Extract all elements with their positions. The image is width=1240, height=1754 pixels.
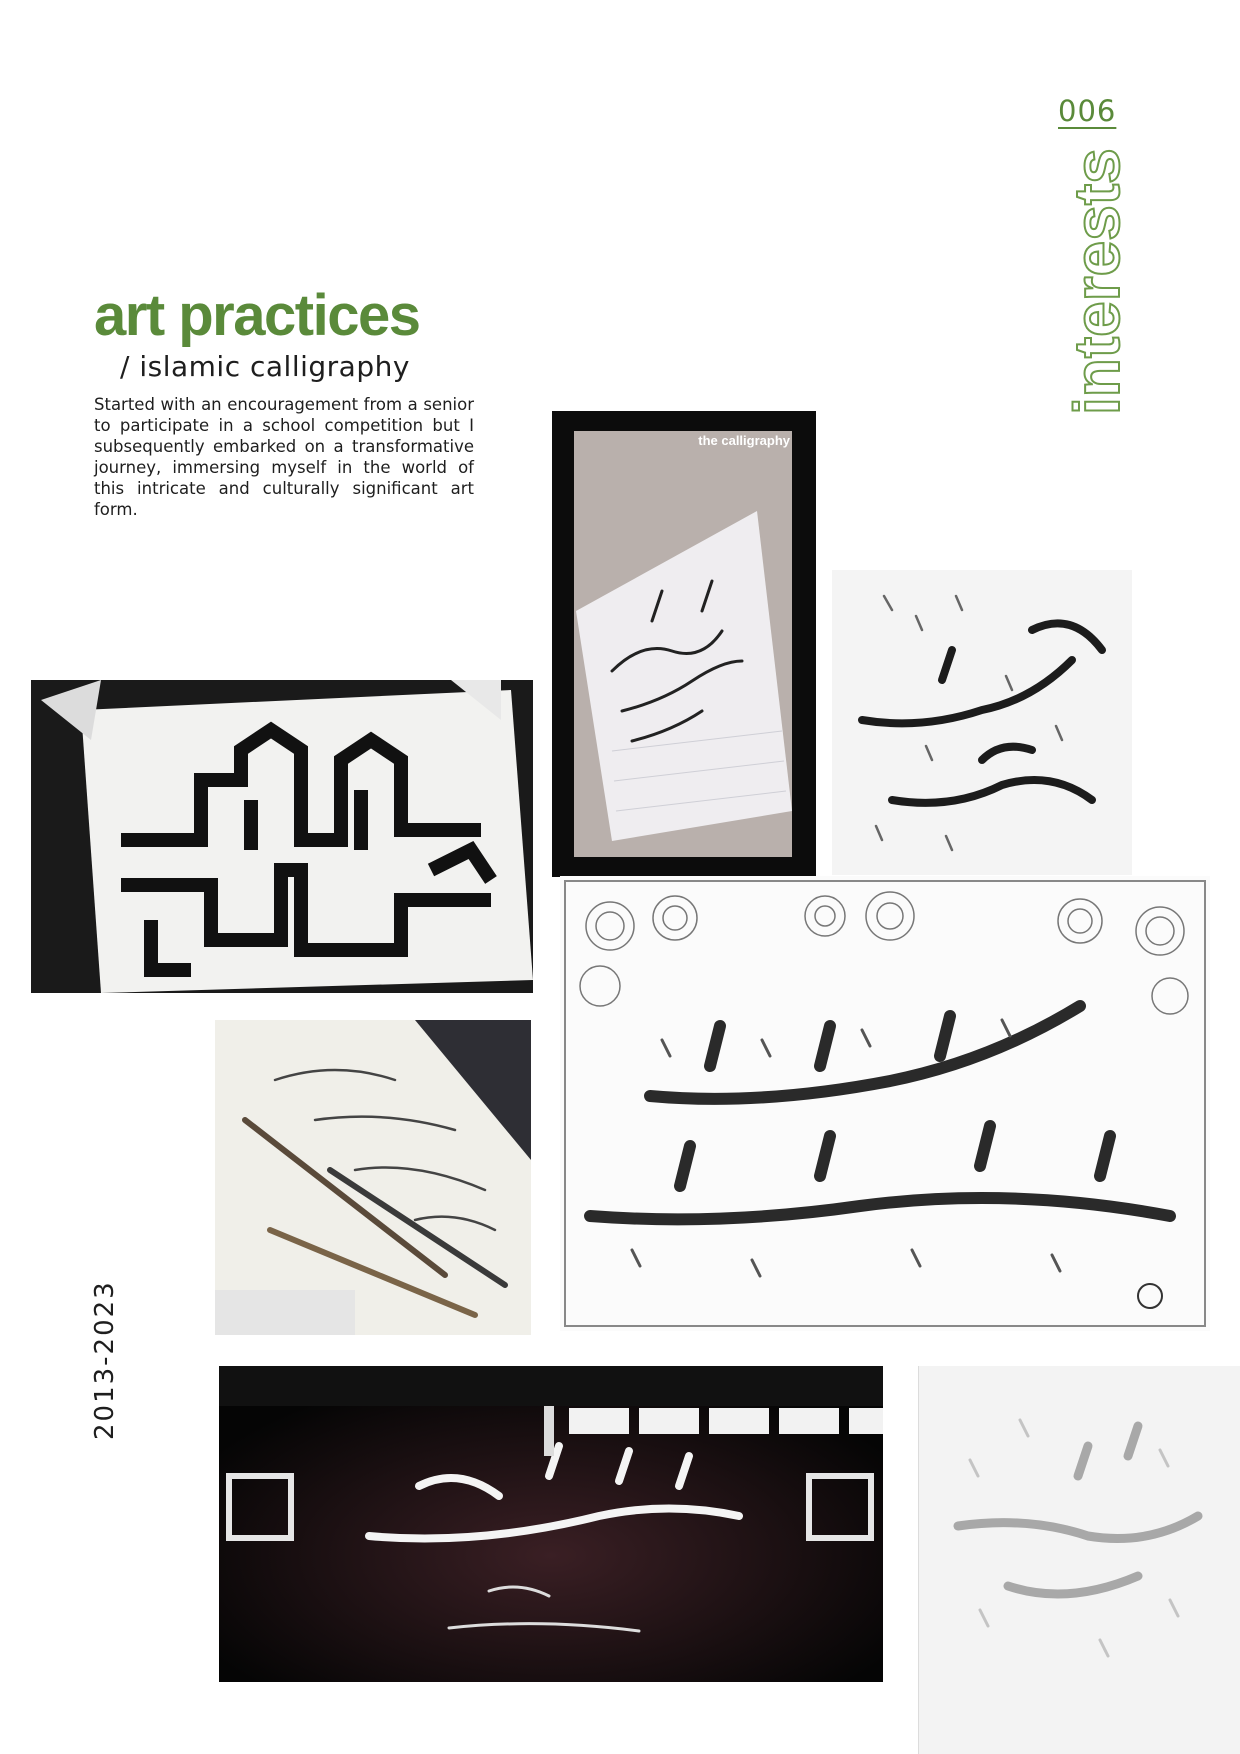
photo-calligraphy-sketch (552, 411, 816, 877)
photo-calligraphy-pens (215, 1020, 531, 1335)
section-label: interests (1061, 148, 1133, 415)
page-number: 006 (1058, 94, 1117, 128)
description-paragraph: Started with an encouragement from a senior to participate in a school competition but I subsequently embarked on a transformative journey, immersing myself in the world of this intricate and culturally significant art form. (94, 395, 474, 519)
photo-banner-calligraphy (219, 1366, 883, 1682)
photo-framed-calligraphy (31, 680, 533, 993)
page-title: art practices (94, 283, 420, 348)
story-label: the calligraphy (698, 433, 790, 448)
year-range: 2013-2023 (90, 1280, 120, 1440)
photo-pencil-sketch (918, 1366, 1240, 1754)
photo-rose-border-calligraphy (560, 876, 1210, 1331)
photo-ink-calligraphy (832, 570, 1132, 875)
page-subtitle: / islamic calligraphy (120, 350, 410, 383)
